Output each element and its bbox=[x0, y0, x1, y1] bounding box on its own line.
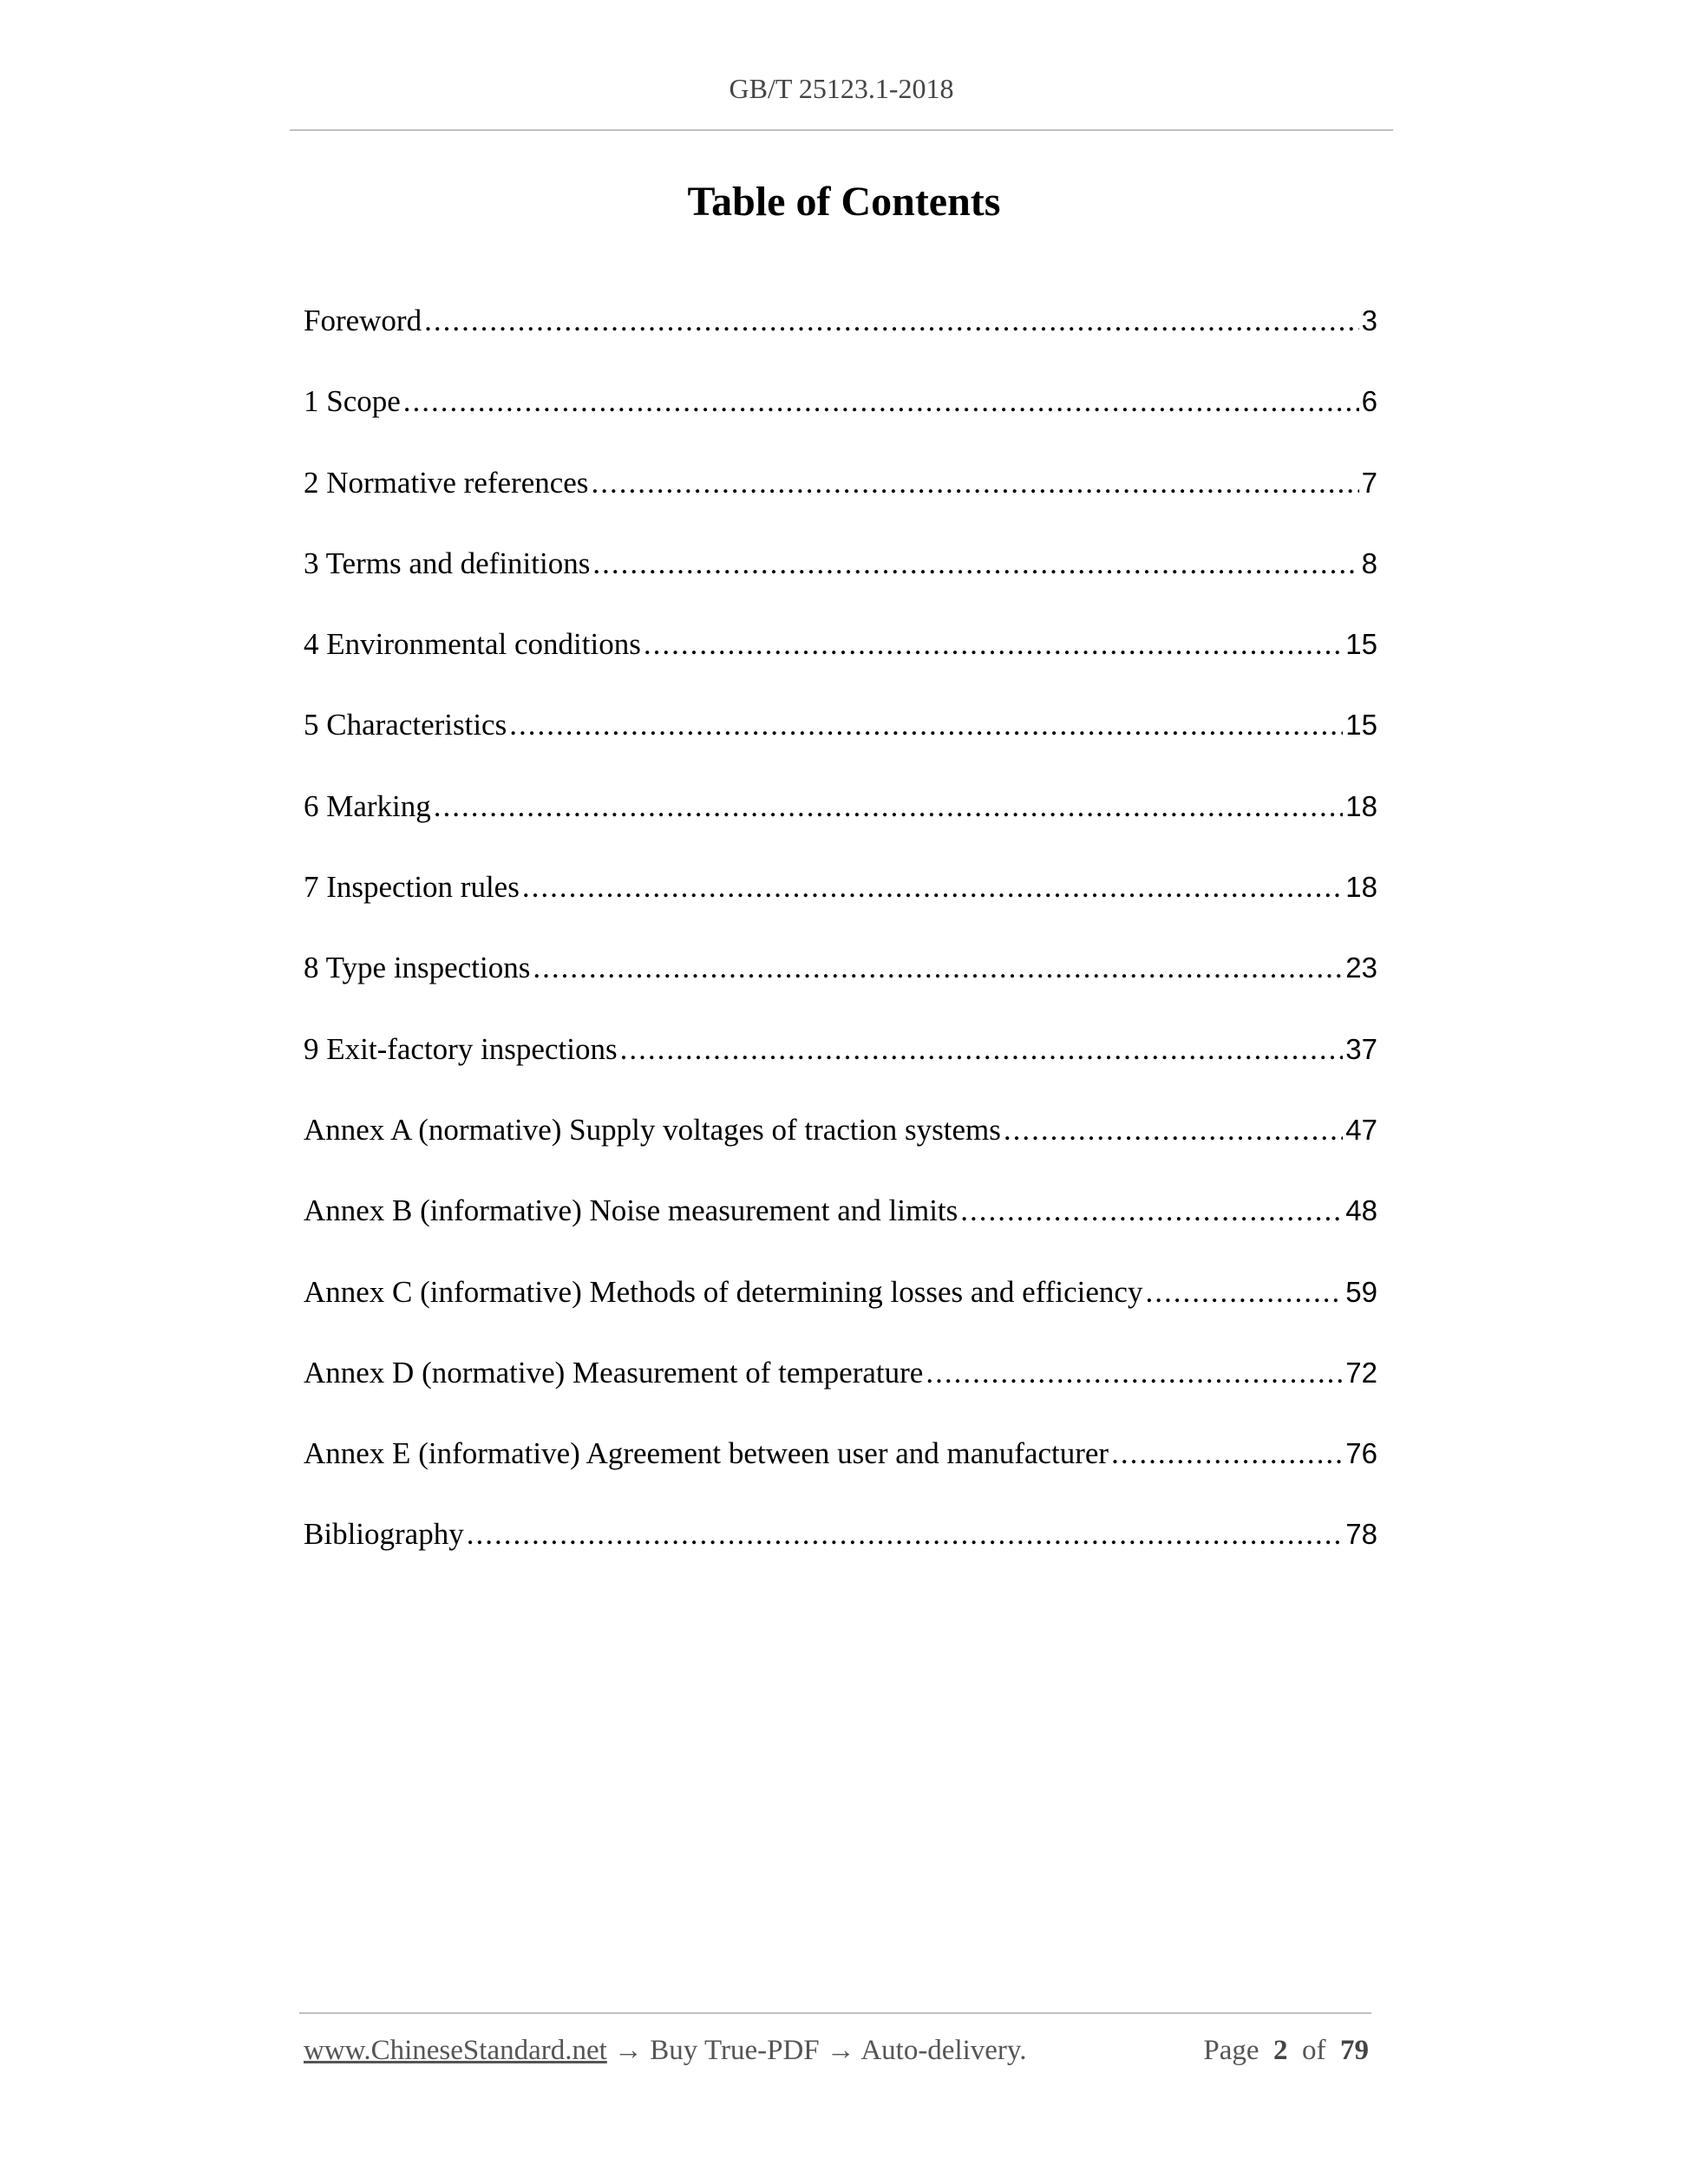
toc-entry-label: 2 Normative references bbox=[304, 465, 589, 500]
toc-entry-normative-references[interactable] bbox=[304, 466, 1377, 546]
toc-entry-foreword[interactable] bbox=[304, 304, 1377, 384]
toc-entry-marking[interactable] bbox=[304, 789, 1377, 870]
toc-leader-dots bbox=[522, 870, 1343, 905]
toc-entry-label: Annex C (informative) Methods of determining losses and efficiency bbox=[304, 1274, 1143, 1309]
toc-entry-label: Foreword bbox=[304, 304, 422, 337]
toc-entry-label: 7 Inspection rules bbox=[304, 870, 520, 905]
toc-leader-dots bbox=[434, 789, 1343, 824]
toc-entry-exit-factory-inspections[interactable] bbox=[304, 1032, 1377, 1113]
of-word: of bbox=[1302, 2035, 1326, 2066]
toc-entry-annex-e[interactable] bbox=[304, 1436, 1377, 1517]
toc-entry-page: 6 bbox=[1361, 385, 1377, 418]
toc-leader-dots bbox=[533, 951, 1343, 985]
toc-entry-page: 72 bbox=[1345, 1356, 1377, 1389]
toc-leader-dots bbox=[592, 546, 1358, 581]
buy-true-pdf-text: Buy True-PDF bbox=[650, 2035, 820, 2066]
toc-entry-page: 23 bbox=[1345, 951, 1377, 984]
header-divider bbox=[290, 129, 1393, 131]
page-word: Page bbox=[1203, 2035, 1259, 2066]
toc-entry-page: 48 bbox=[1345, 1194, 1377, 1227]
toc-entry-label: 9 Exit-factory inspections bbox=[304, 1031, 618, 1066]
toc-entry-page: 15 bbox=[1345, 709, 1377, 742]
toc-entry-label: 5 Characteristics bbox=[304, 708, 507, 742]
toc-entry-inspection-rules[interactable] bbox=[304, 870, 1377, 951]
footer-divider bbox=[299, 2012, 1371, 2014]
table-of-contents bbox=[304, 304, 1377, 1599]
toc-leader-dots bbox=[509, 708, 1343, 742]
toc-entry-page: 18 bbox=[1345, 789, 1377, 822]
toc-entry-page: 59 bbox=[1345, 1275, 1377, 1308]
toc-entry-bibliography[interactable] bbox=[304, 1517, 1377, 1598]
arrow-right-icon: → bbox=[614, 2035, 644, 2066]
toc-leader-dots bbox=[467, 1517, 1344, 1552]
toc-entry-page: 76 bbox=[1345, 1437, 1377, 1470]
toc-entry-page: 37 bbox=[1345, 1032, 1377, 1065]
toc-leader-dots bbox=[1145, 1275, 1343, 1310]
toc-entry-label: Annex A (normative) Supply voltages of traction systems bbox=[304, 1112, 1001, 1147]
toc-entry-scope[interactable] bbox=[304, 384, 1377, 465]
auto-delivery-text: Auto-delivery. bbox=[860, 2035, 1027, 2066]
toc-entry-label: 8 Type inspections bbox=[304, 951, 531, 985]
toc-entry-label: Annex D (normative) Measurement of temperature bbox=[304, 1355, 924, 1390]
toc-leader-dots bbox=[644, 627, 1343, 662]
toc-entry-page: 18 bbox=[1345, 871, 1377, 904]
current-page-number: 2 bbox=[1273, 2035, 1288, 2066]
page-footer bbox=[304, 2035, 1369, 2073]
website-link[interactable]: www.ChineseStandard.net bbox=[304, 2035, 607, 2066]
toc-entry-page: 8 bbox=[1361, 546, 1377, 579]
toc-leader-dots bbox=[960, 1193, 1343, 1228]
toc-entry-label: 3 Terms and definitions bbox=[304, 546, 591, 580]
toc-entry-label: Annex B (informative) Noise measurement and limits bbox=[304, 1193, 958, 1228]
toc-leader-dots bbox=[926, 1356, 1343, 1390]
toc-entry-page: 47 bbox=[1345, 1113, 1377, 1146]
toc-entry-label: 6 Marking bbox=[304, 788, 431, 823]
toc-entry-page: 3 bbox=[1361, 304, 1377, 337]
toc-entry-annex-d[interactable] bbox=[304, 1356, 1377, 1436]
toc-leader-dots bbox=[1004, 1113, 1343, 1148]
toc-entry-environmental-conditions[interactable] bbox=[304, 627, 1377, 708]
toc-entry-annex-c[interactable] bbox=[304, 1275, 1377, 1356]
toc-entry-label: 1 Scope bbox=[304, 384, 401, 419]
toc-entry-terms-and-definitions[interactable] bbox=[304, 546, 1377, 627]
toc-entry-label: 4 Environmental conditions bbox=[304, 627, 641, 662]
page-header: GB/T 25123.1-2018 bbox=[729, 73, 954, 104]
toc-leader-dots bbox=[1111, 1436, 1343, 1471]
toc-entry-annex-a[interactable] bbox=[304, 1113, 1377, 1193]
toc-entry-characteristics[interactable] bbox=[304, 708, 1377, 788]
toc-entry-annex-b[interactable] bbox=[304, 1193, 1377, 1274]
total-page-number: 79 bbox=[1340, 2035, 1369, 2066]
toc-entry-page: 7 bbox=[1361, 466, 1377, 499]
footer-promo bbox=[304, 2035, 1027, 2067]
toc-entry-label: Bibliography bbox=[304, 1517, 464, 1552]
toc-entry-type-inspections[interactable] bbox=[304, 951, 1377, 1031]
page-title: Table of Contents bbox=[687, 179, 1001, 225]
toc-leader-dots bbox=[403, 384, 1359, 419]
toc-entry-label: Annex E (informative) Agreement between user and manufacturer bbox=[304, 1436, 1109, 1471]
toc-leader-dots bbox=[424, 304, 1359, 338]
toc-leader-dots bbox=[591, 466, 1358, 500]
toc-entry-page: 78 bbox=[1345, 1518, 1377, 1551]
toc-leader-dots bbox=[620, 1032, 1344, 1067]
toc-entry-page: 15 bbox=[1345, 628, 1377, 661]
page-number-indicator bbox=[1203, 2035, 1369, 2067]
arrow-right-icon: → bbox=[826, 2035, 855, 2066]
